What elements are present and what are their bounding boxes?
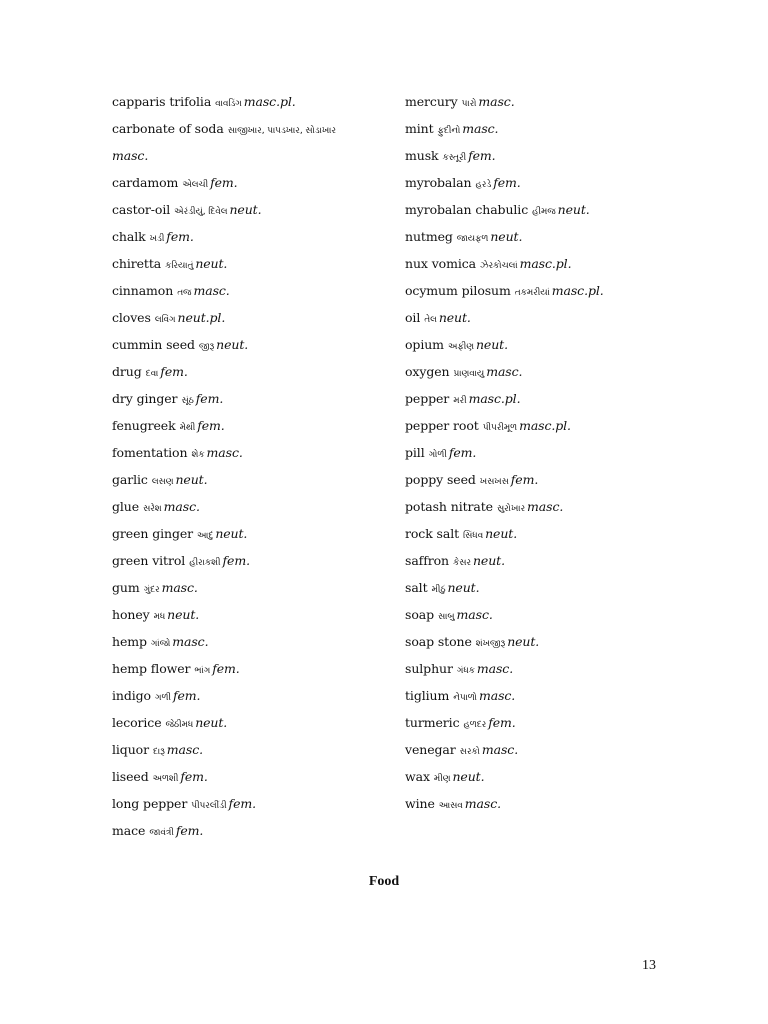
entry-gender: masc.	[478, 94, 515, 109]
entry-gender: fem.	[197, 418, 225, 433]
entry-term: mint	[405, 121, 434, 136]
entry-gender: fem.	[166, 229, 194, 244]
glossary-entry	[112, 439, 397, 466]
entry-term: lecorice	[112, 715, 162, 730]
entry-gujarati: સરેશ	[143, 504, 162, 514]
entry-gujarati: જેઠીમધ	[165, 720, 194, 730]
entry-term: musk	[405, 148, 439, 163]
entry-gujarati: હીરાકશી	[189, 558, 221, 568]
entry-gujarati: ખસખસ	[479, 477, 509, 487]
entry-gender: fem.	[468, 148, 496, 163]
entry-gender: neut.	[195, 715, 228, 730]
entry-gujarati: સાજીખાર, પાપડખાર, સોડાખાર	[227, 126, 336, 136]
entry-gender: masc.	[206, 445, 243, 460]
entry-term: venegar	[405, 742, 456, 757]
entry-gujarati: કસ્તૂરી	[442, 153, 467, 163]
entry-term: dry ginger	[112, 391, 178, 406]
entry-gujarati: સિંધવ	[463, 531, 484, 541]
glossary-entry	[112, 601, 397, 628]
entry-gender: masc.	[527, 499, 564, 514]
glossary-entry	[405, 169, 745, 196]
entry-gujarati: મીણ	[433, 774, 451, 784]
glossary-entry	[112, 790, 397, 817]
entry-gender: masc.pl.	[243, 94, 296, 109]
entry-term: sulphur	[405, 661, 453, 676]
entry-gujarati: ફુદીનો	[437, 126, 461, 136]
entry-gender: fem.	[180, 769, 208, 784]
entry-gujarati: મેથી	[179, 423, 196, 433]
glossary-entry	[405, 196, 745, 223]
entry-gujarati: જાયફળ	[456, 234, 489, 244]
glossary-entry	[112, 169, 397, 196]
glossary-entry	[112, 196, 397, 223]
glossary-entry	[405, 88, 745, 115]
glossary-entry	[112, 628, 397, 655]
glossary-entry	[405, 628, 745, 655]
glossary-entry	[405, 142, 745, 169]
glossary-entry	[405, 223, 745, 250]
entry-gujarati: ગાંજો	[150, 639, 171, 649]
entry-gujarati: સુરોખાર	[496, 504, 526, 514]
entry-gender: fem.	[160, 364, 188, 379]
entry-term: fenugreek	[112, 418, 176, 433]
glossary-entry	[405, 790, 745, 817]
entry-term: hemp flower	[112, 661, 191, 676]
entry-gujarati: હરડે	[475, 180, 492, 190]
entry-term: pill	[405, 445, 425, 460]
glossary-entry	[405, 655, 745, 682]
entry-gender: fem.	[212, 661, 240, 676]
entry-gender: masc.	[163, 499, 200, 514]
entry-gender: neut.	[175, 472, 208, 487]
entry-gender: neut.	[438, 310, 471, 325]
entry-gender: neut.	[472, 553, 505, 568]
glossary-entry	[112, 304, 397, 331]
glossary-entry	[112, 115, 397, 142]
glossary-entry	[112, 331, 397, 358]
entry-gender: masc.	[193, 283, 230, 298]
entry-term: myrobalan chabulic	[405, 202, 529, 217]
entry-gender: fem.	[222, 553, 250, 568]
entry-gender: masc.	[464, 796, 501, 811]
glossary-entry	[112, 412, 397, 439]
entry-term: carbonate of soda	[112, 121, 224, 136]
entry-gender: neut.	[216, 337, 249, 352]
entry-gujarati: તકમરીયાં	[514, 288, 550, 298]
entry-gujarati: ભાંગ	[194, 666, 211, 676]
entry-gender: masc.	[112, 148, 149, 163]
entry-gujarati: જીરૂ	[198, 342, 215, 352]
entry-gujarati: શેક	[191, 450, 205, 460]
entry-term: indigo	[112, 688, 151, 703]
entry-term: chiretta	[112, 256, 162, 271]
glossary-entry	[112, 655, 397, 682]
entry-term: pepper root	[405, 418, 479, 433]
glossary-left-column	[112, 88, 397, 844]
entry-term: green vitrol	[112, 553, 186, 568]
entry-gender: neut.	[452, 769, 485, 784]
entry-term: turmeric	[405, 715, 460, 730]
glossary-entry	[405, 547, 745, 574]
entry-term: cardamom	[112, 175, 179, 190]
entry-gujarati: એલચી	[182, 180, 209, 190]
entry-gender: fem.	[175, 823, 204, 838]
entry-gender: fem.	[195, 391, 224, 406]
entry-gujarati: મીઠું	[431, 585, 446, 595]
entry-term: garlic	[112, 472, 148, 487]
entry-term: soap	[405, 607, 434, 622]
glossary-entry	[112, 250, 397, 277]
entry-term: mace	[112, 823, 146, 838]
entry-term: gum	[112, 580, 140, 595]
entry-term: cummin seed	[112, 337, 195, 352]
entry-term: ocymum pilosum	[405, 283, 511, 298]
entry-gujarati: હીમજ	[532, 207, 556, 217]
entry-term: oxygen	[405, 364, 450, 379]
entry-term: long pepper	[112, 796, 188, 811]
entry-gujarati: તેલ	[424, 315, 437, 325]
entry-gujarati: લવિંગ	[154, 315, 176, 325]
entry-term: chalk	[112, 229, 146, 244]
entry-term: saffron	[405, 553, 449, 568]
entry-gender: masc.	[462, 121, 499, 136]
entry-gender: neut.	[447, 580, 480, 595]
entry-gender: fem.	[488, 715, 516, 730]
glossary-entry	[405, 520, 745, 547]
entry-gujarati: અફીણ	[447, 342, 474, 352]
entry-term: wine	[405, 796, 435, 811]
glossary-entry	[112, 682, 397, 709]
glossary-entry	[112, 763, 397, 790]
glossary-entry	[405, 250, 745, 277]
entry-gujarati: પ્રાણવાયુ	[453, 369, 485, 379]
entry-gender: fem.	[493, 175, 521, 190]
entry-gender: neut.	[490, 229, 523, 244]
glossary-entry	[405, 358, 745, 385]
entry-gujarati: ઝેરકોચલાં	[480, 261, 518, 271]
entry-gujarati: દવા	[145, 369, 159, 379]
glossary-entry	[405, 277, 745, 304]
entry-gender: masc.	[456, 607, 493, 622]
entry-gender: fem.	[228, 796, 256, 811]
entry-gender: masc.pl.	[468, 391, 521, 406]
entry-gujarati: મરી	[453, 396, 467, 406]
entry-gender: neut.	[195, 256, 228, 271]
entry-term: wax	[405, 769, 430, 784]
entry-term: hemp	[112, 634, 147, 649]
glossary-entry	[112, 466, 397, 493]
glossary-entry	[405, 736, 745, 763]
entry-term: honey	[112, 607, 150, 622]
entry-gujarati: સાબુ	[438, 612, 455, 622]
glossary-entry	[112, 709, 397, 736]
entry-gujarati: હળદર	[463, 720, 487, 730]
entry-term: cinnamon	[112, 283, 174, 298]
glossary-entry	[112, 142, 397, 169]
entry-gender: fem.	[448, 445, 477, 460]
entry-gender: masc.	[172, 634, 209, 649]
entry-gujarati: તજ	[177, 288, 192, 298]
entry-gujarati: ગુંદર	[143, 585, 160, 595]
entry-gender: masc.pl.	[519, 256, 572, 271]
glossary-entry	[405, 412, 745, 439]
entry-term: green ginger	[112, 526, 194, 541]
glossary-entry	[112, 547, 397, 574]
entry-term: liseed	[112, 769, 149, 784]
entry-term: poppy seed	[405, 472, 476, 487]
entry-gender: neut.	[229, 202, 262, 217]
entry-term: liquor	[112, 742, 149, 757]
entry-gender: neut.	[475, 337, 508, 352]
glossary-entry	[405, 763, 745, 790]
entry-term: nutmeg	[405, 229, 453, 244]
entry-gujarati: વાવડિંગ	[215, 99, 242, 109]
entry-gujarati: ખડી	[149, 234, 165, 244]
entry-term: myrobalan	[405, 175, 472, 190]
entry-gender: neut.	[215, 526, 248, 541]
entry-term: glue	[112, 499, 140, 514]
glossary-entry	[112, 358, 397, 385]
entry-gujarati: નેપાળો	[453, 693, 477, 703]
entry-term: oil	[405, 310, 421, 325]
glossary-entry	[405, 601, 745, 628]
entry-term: capparis trifolia	[112, 94, 212, 109]
glossary-right-column	[405, 88, 745, 817]
glossary-entry	[112, 277, 397, 304]
entry-term: cloves	[112, 310, 151, 325]
glossary-entry	[405, 682, 745, 709]
glossary-entry	[112, 88, 397, 115]
entry-gujarati: પારો	[461, 99, 477, 109]
entry-gender: neut.	[485, 526, 518, 541]
entry-term: castor-oil	[112, 202, 171, 217]
entry-term: potash nitrate	[405, 499, 493, 514]
entry-gujarati: એરંડીયું, દિવેલ	[174, 207, 228, 217]
entry-term: opium	[405, 337, 444, 352]
entry-gender: fem.	[172, 688, 201, 703]
entry-gujarati: સૂંઠ	[181, 396, 194, 406]
entry-gujarati: ગંધક	[456, 666, 475, 676]
glossary-entry	[112, 736, 397, 763]
entry-gender: neut.	[557, 202, 590, 217]
glossary-entry	[405, 493, 745, 520]
entry-gujarati: કેસર	[452, 558, 471, 568]
entry-gender: masc.pl.	[551, 283, 604, 298]
entry-gujarati: ગળી	[154, 693, 171, 703]
entry-gujarati: પીપરીમૂળ	[482, 423, 518, 433]
entry-gender: masc.	[481, 742, 519, 757]
entry-gujarati: અળશી	[152, 774, 179, 784]
entry-gujarati: આદું	[197, 531, 214, 541]
entry-gujarati: આસવ	[438, 801, 463, 811]
entry-gender: neut.	[507, 634, 540, 649]
entry-term: salt	[405, 580, 428, 595]
entry-term: fomentation	[112, 445, 188, 460]
glossary-entry	[405, 331, 745, 358]
glossary-entry	[405, 115, 745, 142]
glossary-entry	[405, 385, 745, 412]
entry-gender: neut.pl.	[177, 310, 226, 325]
glossary-entry	[405, 709, 745, 736]
entry-gender: fem.	[510, 472, 539, 487]
entry-gujarati: ગોળી	[428, 450, 447, 460]
page-number: 13	[642, 958, 656, 973]
entry-term: rock salt	[405, 526, 460, 541]
glossary-entry	[112, 817, 397, 844]
entry-term: soap stone	[405, 634, 472, 649]
entry-gender: masc.	[161, 580, 198, 595]
entry-term: drug	[112, 364, 142, 379]
entry-gender: masc.	[166, 742, 203, 757]
entry-gujarati: મધ	[153, 612, 166, 622]
glossary-entry	[112, 385, 397, 412]
entry-term: tiglium	[405, 688, 450, 703]
entry-gujarati: શંખજીરૂ	[475, 639, 506, 649]
entry-term: mercury	[405, 94, 458, 109]
entry-gender: neut.	[167, 607, 200, 622]
glossary-entry	[405, 466, 745, 493]
entry-gender: fem.	[210, 175, 238, 190]
glossary-entry	[405, 439, 745, 466]
glossary-entry	[405, 304, 745, 331]
entry-gujarati: જાવંત્રી	[149, 828, 174, 838]
entry-gujarati: કરિયાતું	[165, 261, 194, 271]
entry-gender: masc.	[476, 661, 514, 676]
entry-gujarati: દારૂ	[152, 747, 165, 757]
entry-term: nux vomica	[405, 256, 477, 271]
glossary-entry	[112, 493, 397, 520]
entry-gender: masc.	[478, 688, 516, 703]
glossary-entry	[405, 574, 745, 601]
entry-gujarati: પીપરલીંડી	[191, 801, 227, 811]
glossary-entry	[112, 574, 397, 601]
entry-gujarati: સરકો	[459, 747, 480, 757]
glossary-entry	[112, 520, 397, 547]
glossary-entry	[112, 223, 397, 250]
section-heading: Food	[368, 874, 400, 889]
entry-gender: masc.pl.	[519, 418, 571, 433]
entry-term: pepper	[405, 391, 450, 406]
entry-gujarati: લસણ	[151, 477, 174, 487]
entry-gender: masc.	[486, 364, 523, 379]
